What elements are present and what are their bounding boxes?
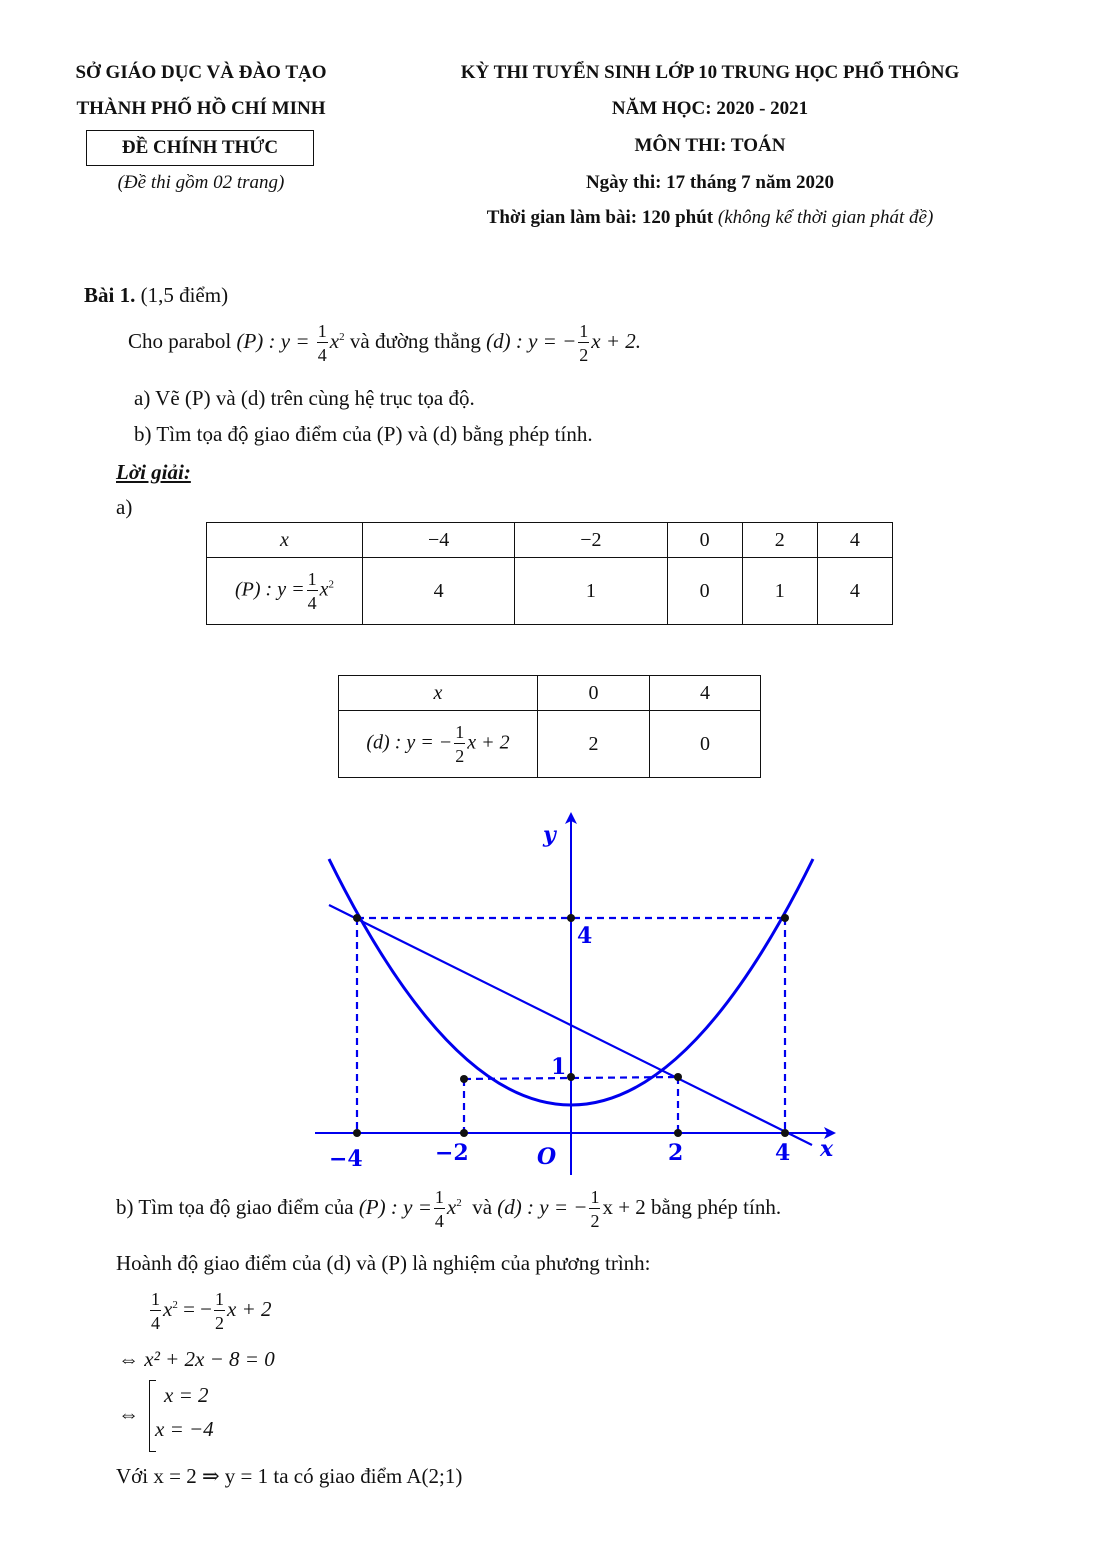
- equation-2: ⇔ x² + 2x − 8 = 0: [118, 1347, 275, 1371]
- x-tick-label: 4: [775, 1140, 791, 1166]
- x-axis-label: x: [820, 1136, 834, 1162]
- solution-a-label: a): [116, 495, 133, 519]
- fraction-one-half: $\frac{1}{2}$: [590, 1187, 600, 1231]
- and-line-text: và đường thẳng: [349, 328, 481, 353]
- exponent: 2: [456, 1196, 462, 1209]
- table-row: [339, 676, 761, 711]
- table-cell: 2: [538, 711, 650, 778]
- table-row: [339, 711, 761, 778]
- table-cell: −2: [515, 523, 667, 558]
- x-tick-label: −2: [435, 1140, 469, 1166]
- conclusion: Với x = 2 ⇒ y = 1 ta có giao điểm A(2;1): [116, 1464, 463, 1488]
- exponent: 2: [339, 330, 345, 343]
- line-label: (d) : y = −: [486, 328, 577, 353]
- x-variable: x: [446, 1194, 457, 1219]
- table-cell: 2: [742, 523, 817, 558]
- b-line-label: (d) : y = −: [497, 1194, 588, 1219]
- table-cell: 0: [667, 523, 742, 558]
- table-row-label: (d) : y = − $\frac{1}{2}$ x + 2: [339, 711, 538, 778]
- duration-note: (không kể thời gian phát đề): [717, 207, 934, 228]
- table-row: [207, 558, 893, 625]
- table-cell: 0: [538, 676, 650, 711]
- table-row: [207, 523, 893, 558]
- graph-parabola-and-line: [0, 800, 1104, 1180]
- table-cell: 4: [650, 676, 761, 711]
- exam-title: KỲ THI TUYỂN SINH LỚP 10 TRUNG HỌC PHỔ THÔNG: [460, 62, 960, 83]
- table-cell: 4: [363, 558, 515, 625]
- duration-line: [410, 207, 1010, 229]
- school-year: NĂM HỌC: 2020 - 2021: [611, 98, 809, 119]
- y-tick-label: 4: [577, 923, 593, 949]
- subject: MÔN THI: TOÁN: [634, 135, 786, 156]
- table-cell: 0: [650, 711, 761, 778]
- intro-text: Cho parabol: [128, 328, 232, 353]
- line-value-table: [338, 675, 761, 778]
- equation-3-line2: x = −4: [155, 1417, 214, 1441]
- y-axis-label: y: [543, 822, 556, 848]
- problem-title-line: [84, 283, 228, 308]
- exam-date: Ngày thi: 17 tháng 7 năm 2020: [585, 172, 835, 193]
- b-and: và: [472, 1194, 493, 1219]
- official-exam-box: ĐỀ CHÍNH THỨC: [86, 130, 314, 166]
- problem-statement: [128, 322, 641, 364]
- table-cell: 1: [515, 558, 667, 625]
- table-row-label: (P) : y = $\frac{1}{4}$ $x^2$: [207, 558, 363, 625]
- parabola-value-table: [206, 522, 893, 625]
- table-cell: 4: [817, 558, 892, 625]
- fraction-one-quarter: $\frac{1}{4}$: [434, 1187, 444, 1231]
- x-variable: x: [329, 328, 340, 353]
- problem-title: Bài 1.: [84, 283, 136, 307]
- table-cell: 4: [817, 523, 892, 558]
- y-tick-label: 1: [551, 1054, 567, 1080]
- b-tail: x + 2 bằng phép tính.: [602, 1194, 782, 1219]
- b-sentence: Hoành độ giao điểm của (d) và (P) là nghiệm của phương trình:: [116, 1251, 651, 1275]
- table-cell: −4: [363, 523, 515, 558]
- pages-note: (Đề thi gồm 02 trang): [117, 172, 285, 193]
- table-header-x: x: [207, 523, 363, 558]
- x-tick-label: −4: [329, 1146, 363, 1172]
- solution-heading: Lời giải:: [116, 460, 191, 484]
- equation-3-line1: x = 2: [164, 1383, 209, 1407]
- fraction-one-half: $\frac{1}{2}$: [579, 321, 589, 365]
- duration: Thời gian làm bài: 120 phút: [486, 207, 714, 228]
- equation-3-arrow: ⇔: [118, 1402, 139, 1426]
- table-header-x: x: [339, 676, 538, 711]
- fraction-one-quarter: $\frac{1}{4}$: [317, 321, 327, 365]
- equation-1: $\frac{1}{4}$ $x^2$ = − $\frac{1}{2}$ x + 2: [151, 1289, 272, 1333]
- problem-points: (1,5 điểm): [140, 283, 229, 307]
- part-a: a) Vẽ (P) và (d) trên cùng hệ trục tọa độ.: [134, 386, 475, 410]
- b-parabola-label: (P) : y =: [358, 1194, 432, 1219]
- part-b: b) Tìm tọa độ giao điểm của (P) và (d) bằng phép tính.: [134, 422, 593, 446]
- line-tail: x + 2.: [591, 328, 641, 353]
- parabola-label: (P) : y =: [236, 328, 310, 353]
- city-name: THÀNH PHỐ HỒ CHÍ MINH: [76, 98, 326, 119]
- b-line-start: b) Tìm tọa độ giao điểm của: [116, 1194, 354, 1219]
- table-cell: 1: [742, 558, 817, 625]
- solution-b-line: [116, 1188, 781, 1230]
- department-name: SỞ GIÁO DỤC VÀ ĐÀO TẠO: [75, 62, 327, 83]
- x-tick-label: 2: [668, 1140, 684, 1166]
- table-cell: 0: [667, 558, 742, 625]
- origin-label: O: [537, 1144, 557, 1170]
